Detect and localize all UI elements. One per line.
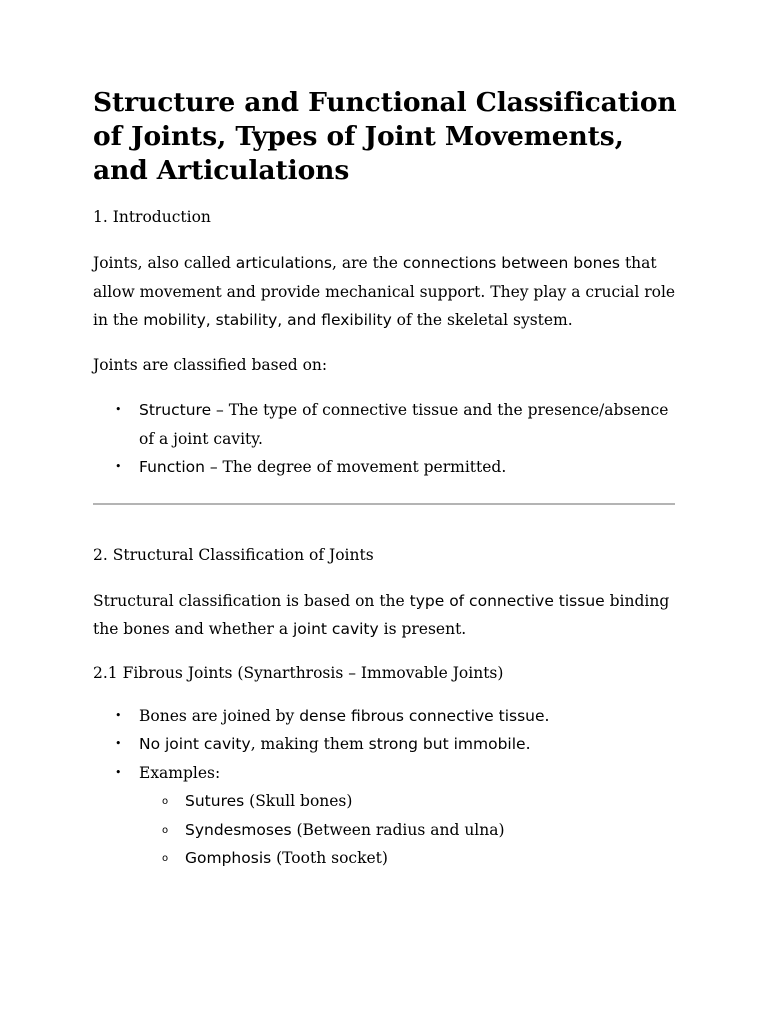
intro-paragraph [93, 249, 678, 335]
list-item-text: – The type of connective tissue and the presence/absence of a joint cavity. [139, 401, 669, 448]
bold-term: dense fibrous connective tissue [299, 706, 545, 725]
list-item-text: Examples: [139, 763, 221, 782]
structural-paragraph [93, 587, 678, 644]
list-item [93, 453, 678, 482]
section-heading-structural-classification: 2. Structural Classification of Joints [93, 545, 374, 564]
sublist-item-text: (Between radius and ulna) [291, 820, 505, 839]
document-title: Structure and Functional Classification of Joints, Types of Joint Movements, and Articulations [93, 87, 677, 186]
bold-term: strong but immobile [368, 735, 526, 753]
list-item [93, 396, 678, 453]
bold-term: joint cavity [293, 620, 379, 638]
list-item [93, 702, 678, 731]
section-heading-introduction: 1. Introduction [93, 208, 211, 226]
text-run: binding the bones and whether a [93, 591, 670, 638]
examples-sublist [139, 787, 678, 873]
classified-intro-paragraph: Joints are classified based on: [93, 355, 328, 374]
list-item [93, 730, 678, 759]
bold-term: Sutures [185, 792, 245, 810]
document-page [93, 86, 678, 873]
bold-term: Structure [139, 401, 212, 419]
sublist-item [139, 844, 678, 873]
list-item-text: – The degree of movement permitted. [204, 458, 507, 476]
section-divider [93, 503, 675, 505]
sublist-item [139, 787, 678, 816]
bold-term: Syndesmoses [185, 820, 292, 839]
text-run: Bones are joined by [139, 706, 300, 725]
text-run: . [525, 735, 531, 753]
text-run: . [544, 706, 550, 725]
classification-bullet-list [93, 396, 678, 482]
text-run: , making them [250, 735, 369, 753]
sublist-item-text: (Skull bones) [244, 792, 353, 810]
text-run: , are the [331, 254, 403, 272]
text-run: Joints, also called [93, 254, 236, 272]
list-item [93, 759, 678, 873]
sublist-item-text: (Tooth socket) [271, 849, 388, 867]
text-run: that allow movement and provide mechanical support. They play a crucial role in the [93, 254, 676, 329]
bold-term: type of connective tissue [409, 591, 605, 610]
bold-term: Function [139, 458, 205, 476]
subsection-heading-fibrous-joints: 2.1 Fibrous Joints (Synarthrosis – Immovable Joints) [93, 663, 504, 682]
bold-term: articulations [235, 254, 332, 272]
text-run: of the skeletal system. [391, 311, 573, 329]
sublist-item [139, 816, 678, 845]
text-run: Structural classification is based on the [93, 591, 410, 610]
bold-term: Gomphosis [185, 849, 272, 867]
text-run: is present. [378, 620, 467, 638]
fibrous-joints-bullet-list [93, 702, 678, 873]
bold-term: No joint cavity [139, 735, 251, 753]
bold-term: connections between bones [402, 254, 621, 272]
bold-term: mobility, stability, and flexibility [143, 311, 392, 329]
